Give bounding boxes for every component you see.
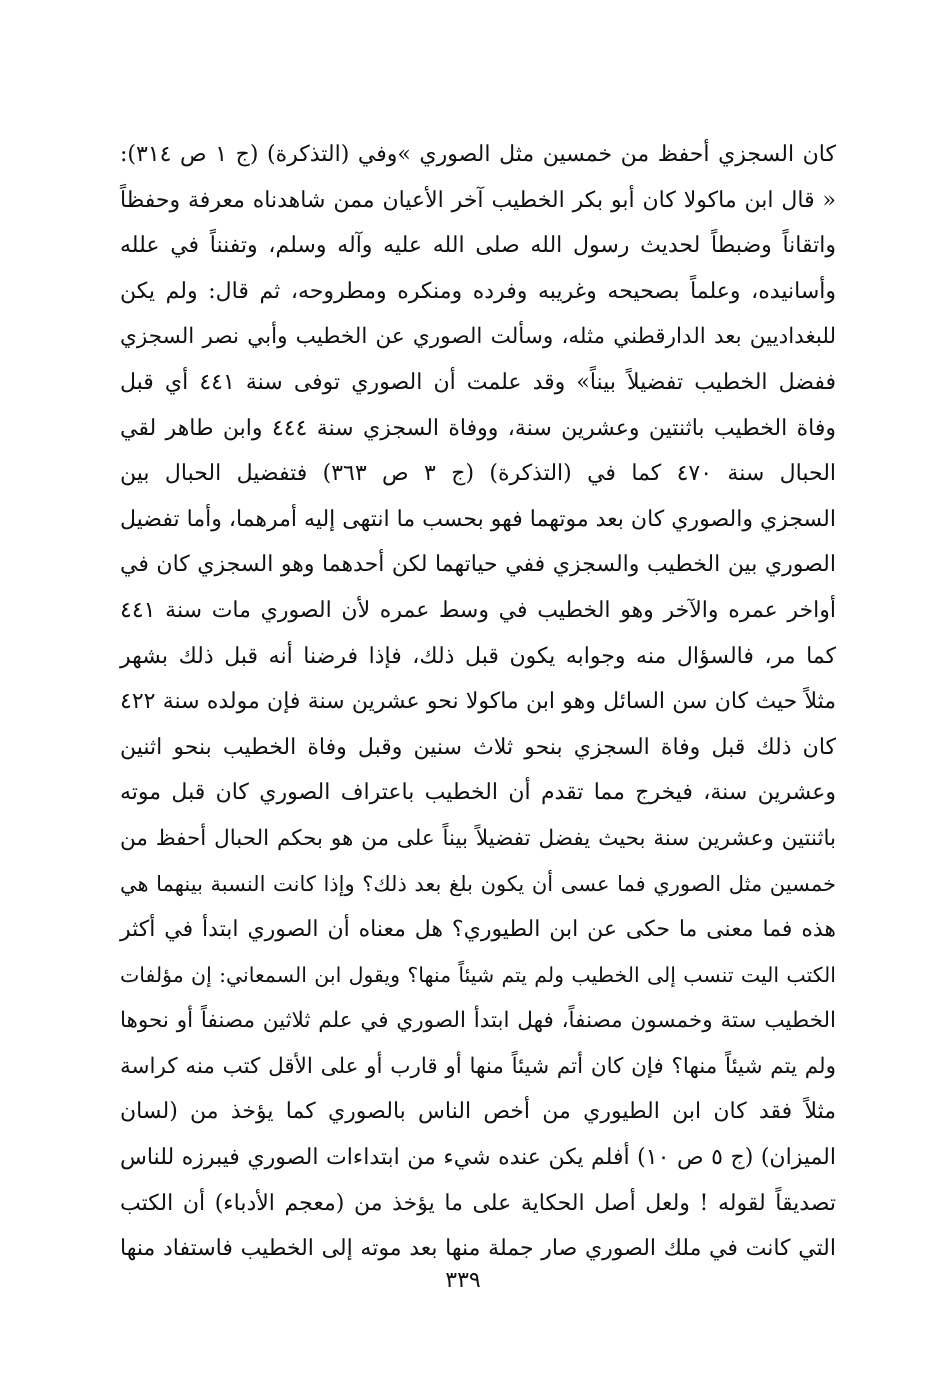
text-line: خمسين مثل الصوري فما عسى أن يكون بلغ بعد ذلك؟ وإذا كانت النسبة بينهما هي	[120, 871, 836, 896]
text-line: واتقاناً وضبطاً لحديث رسول الله صلى الله عليه وآله وسلم، وتفنناً في علله	[120, 233, 836, 259]
text-line: الصوري بين الخطيب والسجزي ففي حياتهما لكن أحدهما وهو السجزي كان في	[120, 552, 836, 578]
text-line: السجزي والصوري كان بعد موتهما فهو بحسب ما انتهى إليه أمرهما، وأما تفضيل	[120, 506, 836, 532]
text-line: باثنتين وعشرين سنة بحيث يفضل تفضيلاً بيناً على من هو بحكم الحبال أحفظ من	[120, 825, 836, 851]
text-line: تصديقاً لقوله ! ولعل أصل الحكاية على ما يؤخذ من (معجم الأدباء) أن الكتب	[120, 1190, 836, 1216]
text-line: الحبال سنة ٤٧٠ كما في (التذكرة) (ج ٣ ص ٣٦٣) فتفضيل الحبال بين	[120, 461, 837, 487]
text-line: وعشرين سنة، فيخرج مما تقدم أن الخطيب باعتراف الصوري كان قبل موته	[120, 780, 836, 806]
text-line: وأسانيده، وعلماً بصحيحه وغريبه وفرده ومنكره ومطروحه، ثم قال: ولم يكن	[120, 278, 836, 304]
text-line: للبغداديين بعد الدارقطني مثله، وسألت الصوري عن الخطيب وأبي نصر السجزي	[120, 324, 836, 350]
text-line: أواخر عمره والآخر وهو الخطيب في وسط عمره لأن الصوري مات سنة ٤٤١	[120, 597, 836, 623]
text-line: ففضل الخطيب تفضيلاً بيناً» وقد علمت أن الصوري توفى سنة ٤٤١ أي قبل	[120, 369, 836, 395]
text-line: مثلاً فقد كان ابن الطيوري من أخص الناس بالصوري كما يؤخذ من (لسان	[120, 1099, 836, 1125]
text-line: كان ذلك قبل وفاة السجزي بنحو ثلاث سنين وقبل وفاة الخطيب بنحو اثنين	[120, 734, 836, 760]
text-line: الميزان) (ج ٥ ص ١٠) أفلم يكن عنده شيء من ابتداءات الصوري فيبرزه للناس	[120, 1145, 837, 1171]
text-line: هذه فما معنى ما حكى عن ابن الطيوري؟ هل معناه أن الصوري ابتدأ في أكثر	[120, 917, 836, 943]
text-line: كما مر، فالسؤال منه وجوابه يكون قبل ذلك، فإذا فرضنا أنه قبل ذلك بشهر	[120, 643, 836, 669]
text-line: وفاة الخطيب باثنتين وعشرين سنة، ووفاة السجزي سنة ٤٤٤ وابن طاهر لقي	[120, 415, 836, 441]
body-text	[120, 132, 836, 1272]
page-number: ٣٣٩	[445, 1268, 481, 1293]
text-line: مثلاً حيث كان سن السائل وهو ابن ماكولا نحو عشرين سنة فإن مولده سنة ٤٢٢	[120, 689, 837, 715]
text-line: ولم يتم شيئاً منها؟ فإن كان أتم شيئاً منها أو قارب أو على الأقل كتب منه كراسة	[120, 1053, 836, 1079]
text-line: كان السجزي أحفظ من خمسين مثل الصوري »وفي (التذكرة) (ج ١ ص ٣١٤):	[120, 142, 836, 167]
text-line: الكتب اليت تنسب إلى الخطيب ولم يتم شيئاً منها؟ ويقول ابن السمعاني: إن مؤلفات	[120, 962, 836, 987]
text-line: « قال ابن ماكولا كان أبو بكر الخطيب آخر الأعيان ممن شاهدناه معرفة وحفظاً	[120, 187, 836, 213]
text-line: التي كانت في ملك الصوري صار جملة منها بعد موته إلى الخطيب فاستفاد منها	[120, 1236, 836, 1262]
text-line: الخطيب ستة وخمسون مصنفاً، فهل ابتدأ الصوري في علم ثلاثين مصنفاً أو نحوها	[120, 1008, 836, 1034]
